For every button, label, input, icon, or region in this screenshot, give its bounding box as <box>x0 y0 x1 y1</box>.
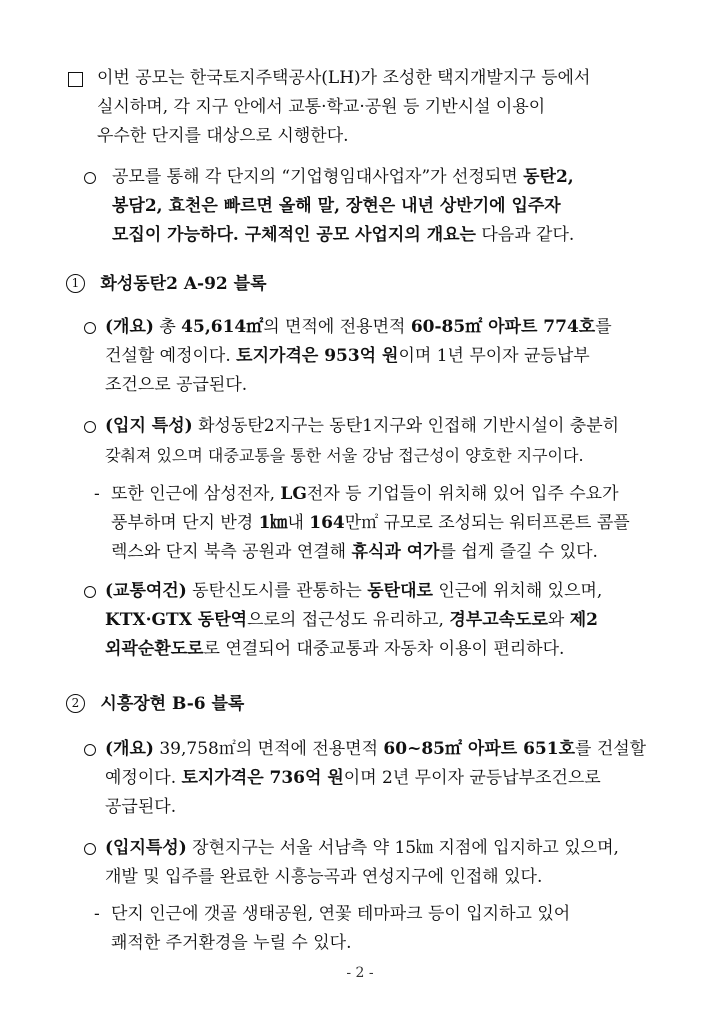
bold: 토지가격은 736억 원 <box>181 768 344 788</box>
text: 으로의 접근성도 유리하고, <box>247 610 450 630</box>
bold: 1㎞ <box>258 513 288 533</box>
text: 개발 및 입주를 완료한 시흥능곡과 연성지구에 인접해 있다. <box>105 867 543 887</box>
s1-location-sub <box>111 480 630 567</box>
intro-line: 실시하며, 각 지구 안에서 교통·학교·공원 등 기반시설 이용이 <box>97 97 546 117</box>
bold: 45,614㎡ <box>181 317 264 337</box>
dash-bullet: - <box>94 904 100 924</box>
label: (입지 특성) <box>105 416 193 436</box>
text: 동탄신도시를 관통하는 <box>186 581 368 601</box>
bold: 휴식과 여가 <box>351 542 440 562</box>
bold: 제2 <box>569 610 598 630</box>
text: 의 면적에 전용면적 <box>263 317 411 337</box>
text: 갖춰져 있으며 대중교통을 통한 서울 강남 접근성이 양호한 지구이다. <box>105 446 584 465</box>
dash-bullet: - <box>94 484 100 504</box>
overview-bold: 구체적인 공모 사업지의 개요는 <box>244 225 476 245</box>
overview-text: 공모를 통해 각 단지의 “기업형임대사업자”가 선정되면 <box>112 167 524 187</box>
text: 인근에 위치해 있으며, <box>432 581 603 601</box>
text: 예정이다. <box>105 768 182 788</box>
bold: 외곽순환도로 <box>105 639 204 659</box>
overview-bold-line: 봉담2, 효천은 빠르면 올해 말, 장현은 내년 상반기에 입주자 <box>112 196 561 216</box>
overview-bold: 모집이 가능하다. <box>112 225 245 245</box>
circle-bullet-icon <box>84 421 96 433</box>
text: 를 건설할 <box>575 739 647 759</box>
overview-text: 다음과 같다. <box>475 225 575 245</box>
text: 이며 1년 무이자 균등납부 <box>398 346 590 366</box>
text: 내 <box>287 513 310 533</box>
circle-bullet-icon <box>84 586 96 598</box>
text: 39,758㎡ <box>153 739 236 759</box>
label: (개요) <box>105 739 154 759</box>
text: 로 연결되어 대중교통과 자동차 이용이 편리하다. <box>203 639 565 659</box>
text: 공급된다. <box>105 797 177 817</box>
bold: 60-85㎡ 아파트 774호 <box>410 317 596 337</box>
s2-location-sub <box>111 900 570 958</box>
label: (입지특성) <box>105 838 187 858</box>
text: 쾌적한 주거환경을 누릴 수 있다. <box>111 933 352 953</box>
text: 렉스와 단지 북측 공원과 연결해 <box>111 542 352 562</box>
text: 만㎡ 규모로 조성되는 워터프론트 콤플 <box>344 513 630 533</box>
intro-paragraph <box>97 64 590 151</box>
text: 또한 인근에 삼성전자, <box>111 484 281 504</box>
text: 를 <box>595 317 612 337</box>
bold: KTX·GTX 동탄역 <box>105 610 248 630</box>
intro-line: 우수한 단지를 대상으로 시행한다. <box>97 126 349 146</box>
section-title: 시흥장현 B-6 블록 <box>100 694 245 714</box>
text: 단지 인근에 갯골 생태공원, 연꽃 테마파크 등이 입지하고 있어 <box>111 904 571 924</box>
circle-bullet-icon <box>84 843 96 855</box>
intro-line: 이번 공모는 한국토지주택공사(LH)가 조성한 택지개발지구 등에서 <box>97 68 591 88</box>
label: (개요) <box>105 317 154 337</box>
section-heading-2 <box>66 690 244 719</box>
text: 의 면적에 전용면적 <box>235 739 384 759</box>
text: 장현지구는 서울 서남측 약 15㎞ 지점에 입지하고 있으며, <box>186 838 619 858</box>
text: 전자 등 기업들이 위치해 있어 입주 수요가 <box>306 484 619 504</box>
s2-overview <box>105 735 646 822</box>
bold: 동탄대로 <box>367 581 433 601</box>
text: 화성동탄2지구는 동탄1지구와 인접해 기반시설이 충분히 <box>192 416 620 436</box>
section-heading-1 <box>66 270 267 299</box>
bold: LG <box>280 484 307 504</box>
text: 건설할 예정이다. <box>105 346 237 366</box>
circled-number-1: 1 <box>66 274 85 293</box>
overview-bold: 동탄2, <box>523 167 574 187</box>
circled-number-2: 2 <box>66 694 85 713</box>
s1-transport <box>105 577 602 664</box>
circle-bullet-icon <box>84 744 96 756</box>
text: 이며 2년 무이자 균등납부조건으로 <box>343 768 601 788</box>
text: 를 쉽게 즐길 수 있다. <box>439 542 598 562</box>
bold: 60~85㎡ 아파트 651호 <box>383 739 575 759</box>
s2-location <box>105 834 619 892</box>
bold: 토지가격은 953억 원 <box>236 346 399 366</box>
page-number: - 2 - <box>346 965 374 981</box>
checkbox-square-icon <box>68 72 83 87</box>
bold: 164 <box>309 513 345 533</box>
circle-bullet-icon <box>84 172 96 184</box>
text: 총 <box>153 317 182 337</box>
text: 와 <box>547 610 570 630</box>
circle-bullet-icon <box>84 322 96 334</box>
text: 조건으로 공급된다. <box>105 375 248 395</box>
overview-paragraph <box>112 163 574 250</box>
section-title: 화성동탄2 A-92 블록 <box>100 274 267 294</box>
s1-overview <box>105 313 612 400</box>
label: (교통여건) <box>105 581 187 601</box>
bold: 경부고속도로 <box>449 610 548 630</box>
s1-location <box>105 412 619 470</box>
text: 풍부하며 단지 반경 <box>111 513 259 533</box>
